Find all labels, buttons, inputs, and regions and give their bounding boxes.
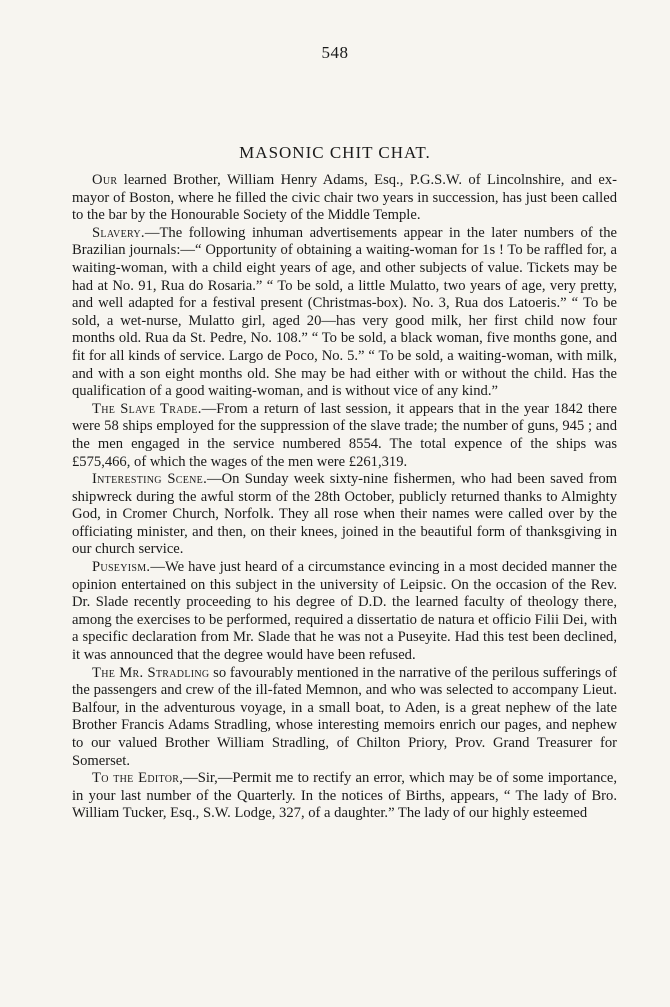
paragraph-adams — [72, 172, 617, 225]
article-body — [72, 172, 617, 823]
paragraph-text: so favourably mentioned in the narrative of the perilous sufferings of the passengers and crew of the ill-fated Memnon, and who was selected to accompany Lieut. Balfour, in the adventurous voyage, in a small boat, to Aden, is a great nephew of the late Brother Francis Adams Stradling, whose interesting memoirs enrich our pages, and nephew to our valued Brother William Stradling, of Chilton Priory, Prov. Grand Treasurer for Somerset. — [72, 664, 617, 769]
paragraph-to-the-editor — [72, 770, 617, 823]
paragraph-text: —Sir,—Permit me to rectify an error, which may be of some importance, in your last number of the Quarterly. In the notices of Births, appears, “ The lady of Bro. William Tucker, Esq., S.W. Lodge, 327, of a daughter.” The lady of our highly esteemed — [72, 770, 617, 822]
paragraph-text: —The following inhuman advertisements appear in the later numbers of the Brazilian journals:—“ Opportunity of obtaining a waiting-woman for 1s ! To be raffled for, a waiting-woman, with a child eight years of age, and other subjects of value. Tickets may be had at No. 91, Rua do Rosaria.” “ To be sold, a little Mulatto, two years of age, very pretty, and well adapted for a festival present (Christmas-box). No. 3, Rua dos Latoeris.” “ To be sold, a wet-nurse, Mulatto girl, aged 20—has very good milk, her first child now four months old. Rua da St. Pedre, No. 108.” “ To be sold, a black woman, five months gone, and fit for all kinds of service. Largo de Poco, No. 5.” “ To be sold, a waiting-woman, with milk, and with a son eight months old. She may be had either with or without the child. Has the qualification of a good waiting-woman, and is without vice of any kind.” — [72, 224, 617, 400]
paragraph-text: —On Sunday week sixty-nine fishermen, who had been saved from shipwreck during the awful storm of the 28th October, publicly returned thanks to Almighty God, in Cromer Church, Norfolk. They all rose when their names were called over by the officiating minister, and then, on their knees, joined in the beautiful form of thanksgiving in our church service. — [72, 471, 617, 558]
paragraph-text: —We have just heard of a circumstance evincing in a most decided manner the opinion entertained on this subject in the university of Leipsic. On the occasion of the Rev. Dr. Slade recently proceeding to his degree of D.D. the learned faculty of theology there, among the exercises to be performed, required a dissertatio de natura et officio Filii Dei, with a specific declaration from Mr. Slade that he was not a Puseyite. Had this test been declined, it was announced that the degree would have been refused. — [72, 559, 617, 664]
article-title: MASONIC CHIT CHAT. — [239, 143, 431, 162]
paragraph-lead: Slavery. — [92, 224, 145, 241]
paragraph-lead: The Slave Trade. — [92, 400, 202, 417]
paragraph-stradling — [72, 665, 617, 771]
paragraph-lead: To the Editor, — [92, 770, 184, 787]
paragraph-slave-trade — [72, 401, 617, 471]
paragraph-puseyism — [72, 559, 617, 665]
paragraph-slavery — [72, 225, 617, 401]
paragraph-lead: Our — [92, 172, 118, 188]
paragraph-lead: Puseyism. — [92, 559, 151, 576]
paragraph-text: —From a return of last session, it appears that in the year 1842 there were 58 ships employed for the suppression of the slave trade; the number of guns, 945 ; and the men engaged in the service numbered 8554. The total expence of the ships was £575,466, of which the wages of the men were £261,319. — [72, 400, 617, 470]
paragraph-lead: Interesting Scene. — [92, 471, 208, 488]
page-number: 548 — [321, 43, 349, 62]
paragraph-lead: The Mr. Stradling — [92, 664, 210, 681]
paragraph-text: learned Brother, William Henry Adams, Esq., P.G.S.W. of Lincolnshire, and ex-mayor of Boston, where he filled the civic chair two years in succession, has just been called to the bar by the Honourable Society of the Middle Temple. — [72, 172, 617, 224]
paragraph-interesting-scene — [72, 471, 617, 559]
